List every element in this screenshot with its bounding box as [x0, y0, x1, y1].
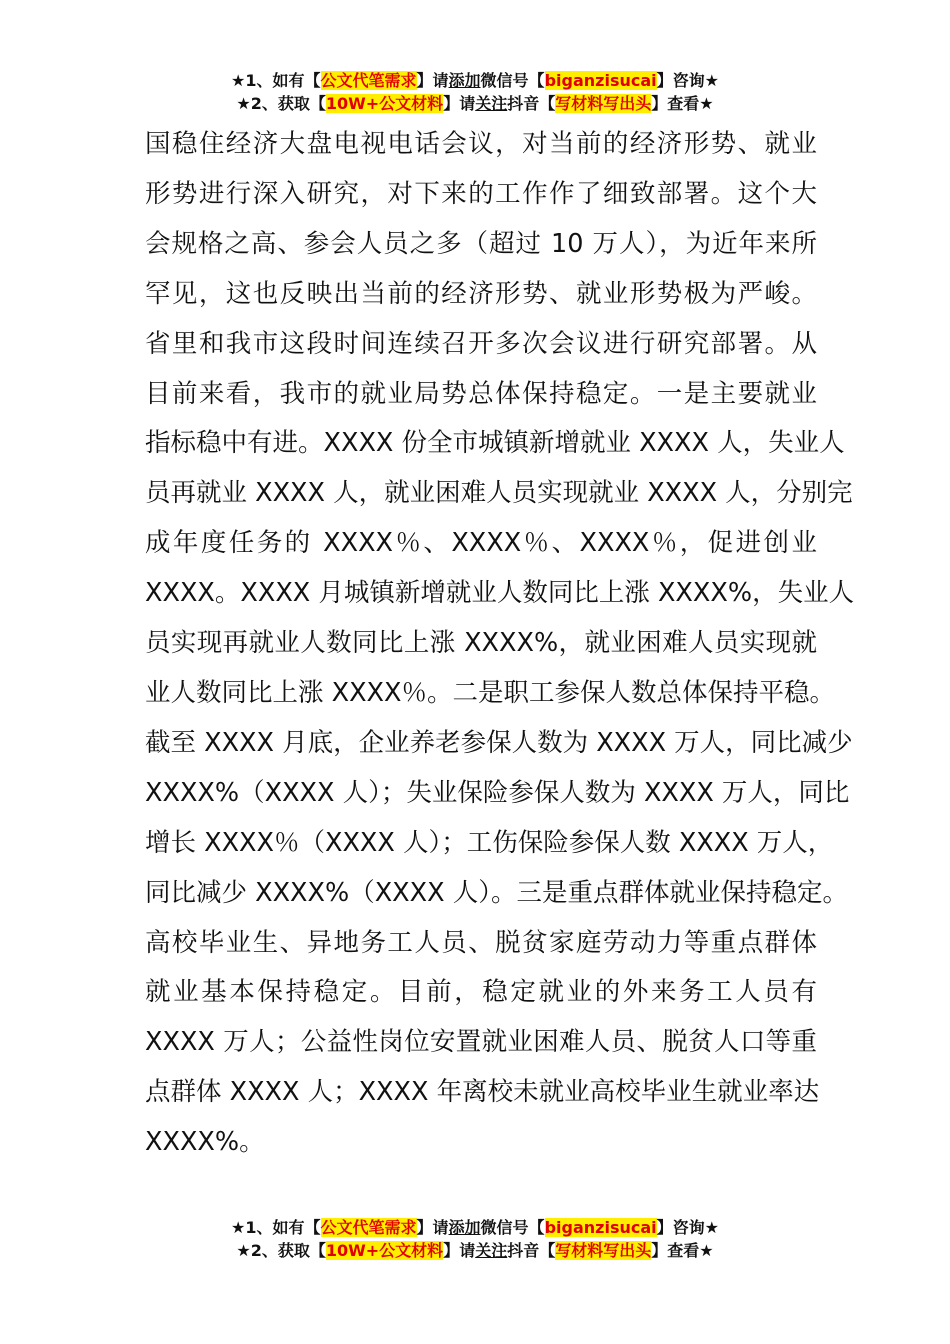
body-line: 员再就业 XXXX 人，就业困难人员实现就业 XXXX 人，分别完 — [145, 478, 853, 509]
promo-underline-add: 添加 — [448, 71, 481, 90]
promo-text: 抖音【 — [507, 1241, 556, 1260]
promo-highlight-wechat-id: biganzisucai — [544, 71, 657, 90]
body-line: 指标稳中有进。XXXX 份全市城镇新增就业 XXXX 人，失业人 — [145, 428, 845, 459]
promo-highlight-douyin: 写材料写出头 — [555, 1241, 652, 1260]
promo-underline-add: 添加 — [448, 1218, 481, 1237]
body-line: 同比减少 XXXX%（XXXX 人）。三是重点群体就业保持稳定。 — [145, 877, 848, 908]
promo-text: ★2、获取【 — [236, 1241, 326, 1260]
promo-line-2 — [0, 92, 950, 115]
body-line: 就业基本保持稳定。目前，稳定就业的外来务工人员有 — [145, 977, 817, 1008]
body-line: 形势进行深入研究，对下来的工作作了细致部署。这个大 — [145, 178, 817, 209]
body-line: XXXX%（XXXX 人）；失业保险参保人数为 XXXX 万人，同比 — [145, 777, 850, 808]
body-line: 罕见，这也反映出当前的经济形势、就业形势极为严峻。 — [145, 278, 817, 309]
promo-text: 】请 — [443, 1241, 476, 1260]
promo-highlight-materials: 10W+公文材料 — [325, 94, 444, 113]
promo-text: 微信号【 — [480, 1218, 545, 1237]
promo-text: 】咨询★ — [656, 71, 719, 90]
promo-highlight-service: 公文代笔需求 — [320, 1218, 417, 1237]
promo-underline-follow: 关注 — [475, 1241, 508, 1260]
promo-highlight-wechat-id: biganzisucai — [544, 1218, 657, 1237]
promo-text: 】查看★ — [651, 1241, 714, 1260]
promo-text: 】咨询★ — [656, 1218, 719, 1237]
body-line: 会规格之高、参会人员之多（超过 10 万人），为近年来所 — [145, 228, 817, 259]
promo-text: 】请 — [416, 1218, 449, 1237]
promo-header — [0, 69, 950, 115]
body-line: 高校毕业生、异地务工人员、脱贫家庭劳动力等重点群体 — [145, 927, 817, 958]
body-line: 截至 XXXX 月底，企业养老参保人数为 XXXX 万人，同比减少 — [145, 727, 853, 758]
promo-underline-follow: 关注 — [475, 94, 508, 113]
promo-text: 】查看★ — [651, 94, 714, 113]
body-line: 成年度任务的 XXXX％、XXXX％、XXXX％，促进创业 — [145, 528, 817, 559]
body-line: XXXX%。 — [145, 1127, 265, 1158]
promo-line-1 — [0, 1216, 950, 1239]
promo-text: 微信号【 — [480, 71, 545, 90]
promo-highlight-douyin: 写材料写出头 — [555, 94, 652, 113]
body-line: 员实现再就业人数同比上涨 XXXX%，就业困难人员实现就 — [145, 628, 817, 659]
body-line: 增长 XXXX％（XXXX 人）；工伤保险参保人数 XXXX 万人， — [145, 827, 834, 858]
body-line: 国稳住经济大盘电视电话会议，对当前的经济形势、就业 — [145, 129, 817, 159]
promo-highlight-service: 公文代笔需求 — [320, 71, 417, 90]
promo-line-2 — [0, 1239, 950, 1262]
body-line: 省里和我市这段时间连续召开多次会议进行研究部署。从 — [145, 328, 817, 359]
promo-text: ★2、获取【 — [236, 94, 326, 113]
promo-footer — [0, 1216, 950, 1262]
body-line: XXXX 万人；公益性岗位安置就业困难人员、脱贫人口等重 — [145, 1027, 817, 1058]
promo-text: 】请 — [416, 71, 449, 90]
body-line: 业人数同比上涨 XXXX％。二是职工参保人数总体保持平稳。 — [145, 677, 835, 708]
body-line: XXXX。XXXX 月城镇新增就业人数同比上涨 XXXX%，失业人 — [145, 578, 855, 609]
promo-highlight-materials: 10W+公文材料 — [325, 1241, 444, 1260]
promo-text: 】请 — [443, 94, 476, 113]
body-line: 点群体 XXXX 人；XXXX 年离校未就业高校毕业生就业率达 — [145, 1077, 820, 1108]
promo-text: ★1、如有【 — [231, 71, 321, 90]
body-line: 目前来看，我市的就业局势总体保持稳定。一是主要就业 — [145, 378, 817, 409]
promo-line-1 — [0, 69, 950, 92]
document-body — [145, 120, 855, 1168]
promo-text: ★1、如有【 — [231, 1218, 321, 1237]
promo-text: 抖音【 — [507, 94, 556, 113]
